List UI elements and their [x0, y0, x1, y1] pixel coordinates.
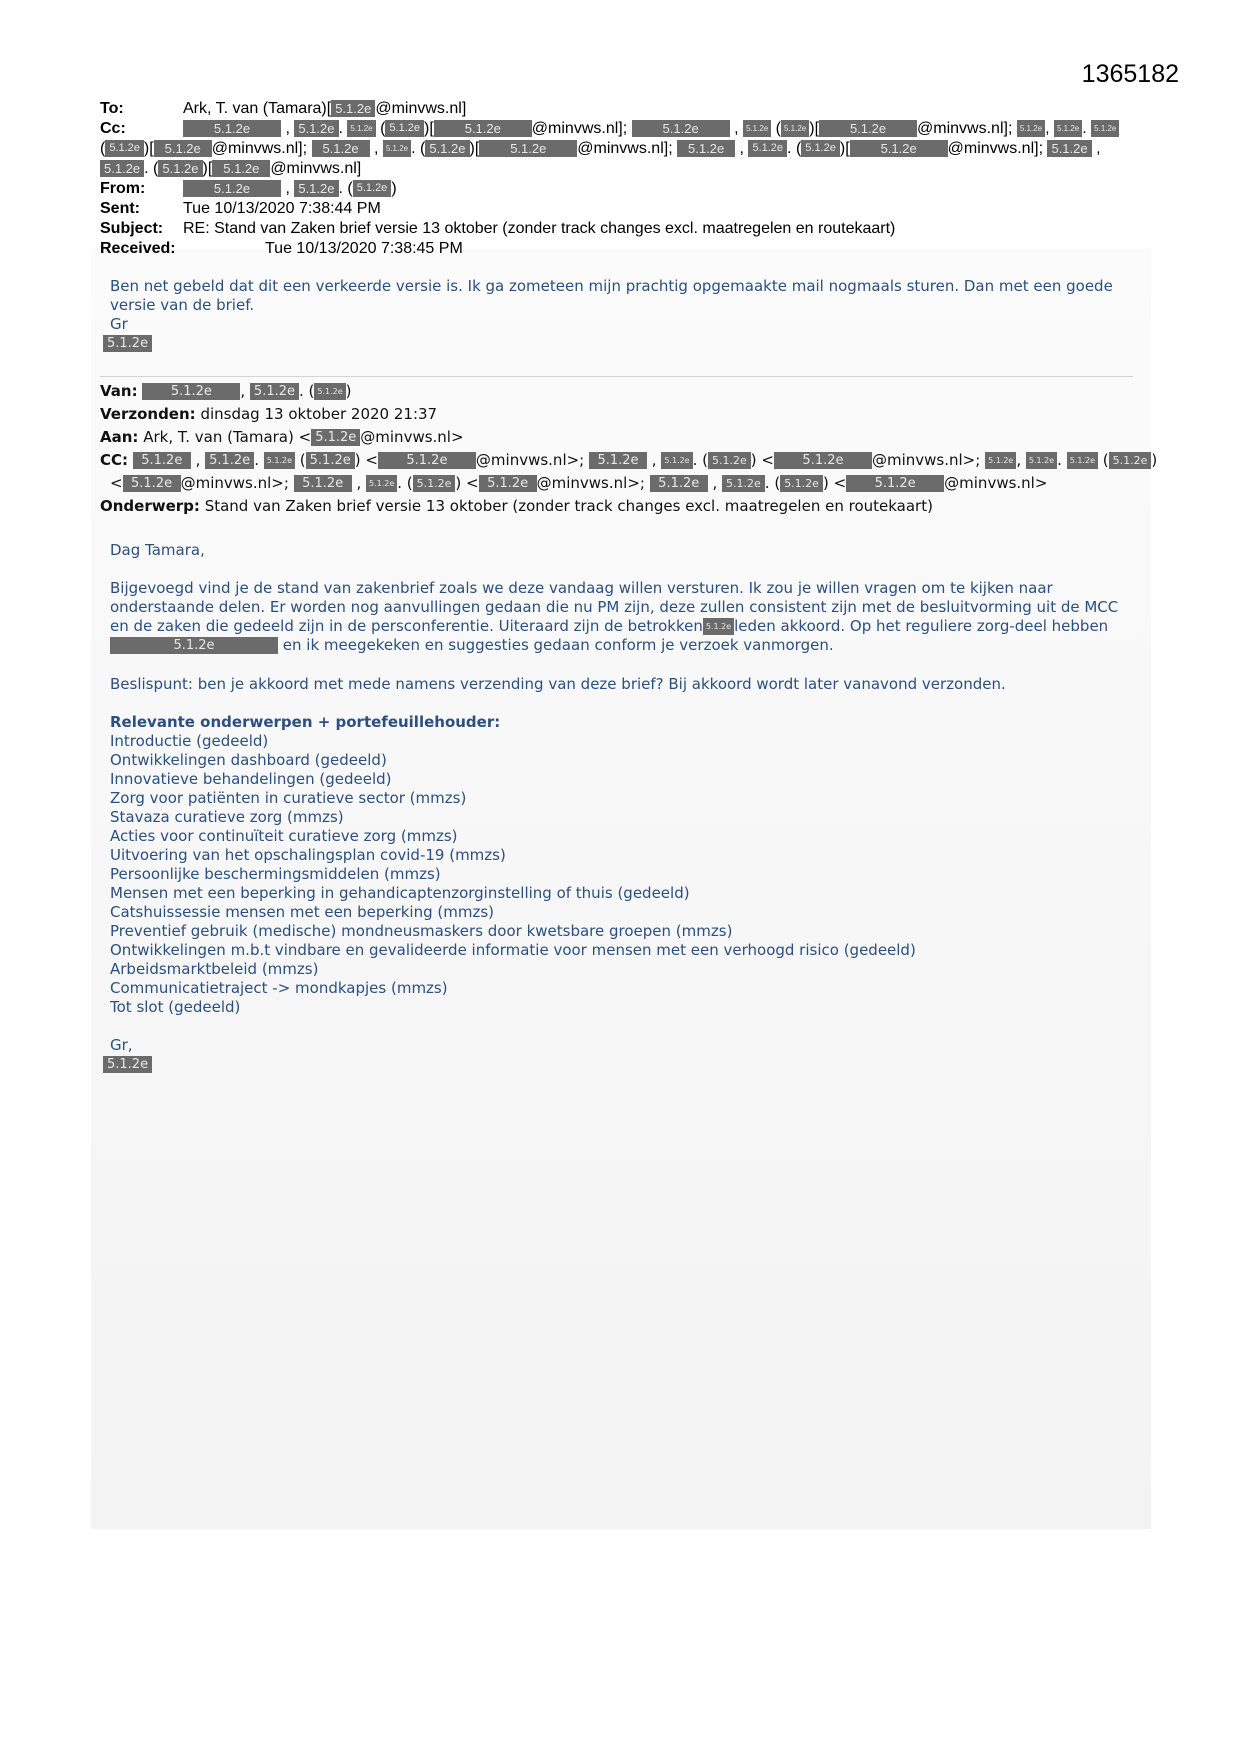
to-row: [100, 99, 1130, 119]
redaction-box: 5.1.2e: [1109, 452, 1152, 469]
redaction-box: 5.1.2e: [703, 618, 734, 635]
from-row: From: 5.1.2e , 5.1.2e . ( 5.1.2e ): [100, 180, 397, 197]
redaction-box: 5.1.2e: [846, 475, 944, 492]
redaction-box: 5.1.2e: [1047, 140, 1091, 157]
redaction-box: 5.1.2e: [479, 475, 537, 492]
redaction-box: 5.1.2e: [1026, 452, 1057, 469]
list-item: Ontwikkelingen dashboard (gedeeld): [110, 751, 387, 769]
cc-orig-label: CC:: [100, 451, 129, 469]
redaction-box: 5.1.2e: [133, 452, 191, 469]
onderwerp-row: [100, 495, 1140, 518]
redaction-box: 5.1.2e: [383, 140, 411, 157]
list-item: Persoonlijke beschermingsmiddelen (mmzs): [110, 865, 441, 883]
redaction-box: 5.1.2e: [413, 475, 456, 492]
redaction-box: 5.1.2e: [205, 452, 254, 469]
cc-orig-row-2: < 5.1.2e @minvws.nl>; 5.1.2e , 5.1.2e . ( 5.1.2e ) < 5.1.2e @minvws.nl>; 5.1.2e , 5.1.2e . ( 5.1.2e ) < 5.1.2e @minvws.nl>: [110, 474, 1048, 492]
redaction-box: 5.1.2e: [294, 180, 338, 197]
redaction-box: 5.1.2e: [985, 452, 1016, 469]
redaction-box: 5.1.2e: [353, 180, 392, 197]
redaction-box: 5.1.2e: [123, 475, 181, 492]
redaction-box: 5.1.2e: [110, 637, 278, 654]
van-row: Van: 5.1.2e , 5.1.2e . ( 5.1.2e ): [100, 382, 352, 400]
to-domain: @minvws.nl]: [375, 100, 467, 117]
redaction-box: 5.1.2e: [801, 140, 840, 157]
list-item: Introductie (gedeeld): [110, 732, 269, 750]
verzonden-value: dinsdag 13 oktober 2020 21:37: [200, 405, 438, 423]
cc-row-2: ( 5.1.2e )[ 5.1.2e @minvws.nl]; 5.1.2e , 5.1.2e . ( 5.1.2e )[ 5.1.2e @minvws.nl]; 5.1.2e , 5.1.2e . ( 5.1.2e )[ 5.1.2e @minvws.nl]; 5.1.2e ,: [100, 140, 1101, 157]
redaction-box: 5.1.2e: [722, 475, 765, 492]
received-label: Received:: [100, 240, 176, 257]
redaction-box: 5.1.2e: [306, 452, 355, 469]
redaction-box: 5.1.2e: [781, 120, 809, 137]
redaction-box: 5.1.2e: [311, 429, 360, 446]
redaction-box: 5.1.2e: [378, 452, 476, 469]
redaction-box: 5.1.2e: [331, 100, 375, 117]
document-number: 1365182: [1081, 60, 1179, 88]
divider: [100, 376, 1133, 377]
list-item: Communicatietraject -> mondkapjes (mmzs): [110, 979, 448, 997]
redaction-box: 5.1.2e: [385, 120, 424, 137]
redaction-box: 5.1.2e: [294, 120, 338, 137]
cc-domain: @minvws.nl];: [947, 140, 1044, 157]
reply-sign: Gr: [110, 315, 128, 333]
redaction-box: 5.1.2e: [142, 383, 240, 400]
redaction-box: 5.1.2e: [103, 1056, 152, 1073]
redaction-box: 5.1.2e: [434, 120, 532, 137]
list-item: Innovatieve behandelingen (gedeeld): [110, 770, 392, 788]
original-header: [100, 380, 1158, 518]
to-value: Ark, T. van (Tamara)[: [183, 100, 332, 117]
redaction-box: 5.1.2e: [774, 452, 872, 469]
onderwerp-label: Onderwerp:: [100, 497, 200, 515]
redaction-box: 5.1.2e: [103, 335, 152, 352]
redaction-box: 5.1.2e: [314, 383, 345, 400]
verzonden-label: Verzonden:: [100, 405, 196, 423]
redaction-box: 5.1.2e: [154, 140, 212, 157]
beslispunt: Beslispunt: ben je akkoord met mede namens verzending van deze brief? Bij akkoord wordt later vanavond verzonden.: [110, 675, 1006, 693]
cc-domain: @minvws.nl];: [577, 140, 673, 157]
reply-body: Ben net gebeld dat dit een verkeerde versie is. Ik ga zometeen mijn prachtig opgemaakte mail nogmaals sturen. Dan met een goede versie van de brief.: [110, 277, 1113, 314]
redaction-box: 5.1.2e: [479, 140, 577, 157]
aan-row: [100, 426, 1140, 449]
redaction-box: 5.1.2e: [250, 383, 299, 400]
cc-label: Cc:: [100, 120, 126, 137]
sent-value: Tue 10/13/2020 7:38:44 PM: [183, 200, 381, 217]
redaction-box: 5.1.2e: [748, 140, 787, 157]
list-item: Mensen met een beperking in gehandicaptenzorginstelling of thuis (gedeeld): [110, 884, 690, 902]
redaction-box: 5.1.2e: [158, 160, 202, 177]
from-label: From:: [100, 180, 146, 197]
redaction-box: 5.1.2e: [1017, 120, 1045, 137]
cc-orig-row: CC: 5.1.2e , 5.1.2e . 5.1.2e ( 5.1.2e ) < 5.1.2e @minvws.nl>; 5.1.2e , 5.1.2e . ( 5.1.2e ) < 5.1.2e @minvws.nl>; 5.1.2e , 5.1.2e . 5.1.2e ( 5.1.2e ): [100, 451, 1158, 469]
redaction-box: 5.1.2e: [743, 120, 771, 137]
redaction-box: 5.1.2e: [780, 475, 823, 492]
redaction-box: 5.1.2e: [212, 160, 270, 177]
redaction-box: 5.1.2e: [312, 140, 370, 157]
list-item: Zorg voor patiënten in curatieve sector (mmzs): [110, 789, 467, 807]
list-item: Preventief gebruik (medische) mondneusmaskers door kwetsbare groepen (mmzs): [110, 922, 733, 940]
redaction-box: 5.1.2e: [1067, 452, 1098, 469]
list-item: Catshuissessie mensen met een beperking (mmzs): [110, 903, 495, 921]
redaction-box: 5.1.2e: [677, 140, 735, 157]
sent-label: Sent:: [100, 200, 140, 217]
redaction-box: 5.1.2e: [347, 120, 375, 137]
sent-row: [100, 199, 1130, 219]
onderwerp-value: Stand van Zaken brief versie 13 oktober (zonder track changes excl. maatregelen en routekaart): [204, 497, 933, 515]
received-row: [100, 239, 1130, 259]
redaction-box: 5.1.2e: [589, 452, 647, 469]
list-item: Uitvoering van het opschalingsplan covid-19 (mmzs): [110, 846, 506, 864]
list-item: Stavaza curatieve zorg (mmzs): [110, 808, 344, 826]
cc-domain: @minvws.nl];: [531, 120, 628, 137]
redaction-box: 5.1.2e: [100, 160, 144, 177]
redaction-box: 5.1.2e: [294, 475, 352, 492]
redaction-box: 5.1.2e: [1091, 120, 1119, 137]
redaction-box: 5.1.2e: [105, 140, 144, 157]
subject-row: [100, 219, 1130, 239]
redaction-box: 5.1.2e: [819, 120, 917, 137]
subject-label: Subject:: [100, 220, 164, 237]
redaction-box: 5.1.2e: [661, 452, 692, 469]
aan-domain: @minvws.nl>: [360, 428, 464, 446]
redaction-box: 5.1.2e: [650, 475, 708, 492]
redaction-box: 5.1.2e: [1054, 120, 1082, 137]
cc-domain: @minvws.nl];: [211, 140, 308, 157]
verzonden-row: [100, 403, 1140, 426]
list-item: Acties voor continuïteit curatieve zorg (mmzs): [110, 827, 458, 845]
redaction-box: 5.1.2e: [183, 180, 281, 197]
list-item: Ontwikkelingen m.b.t vindbare en gevalideerde informatie voor mensen met een verhoogd risico (gedeeld): [110, 941, 916, 959]
aan-value: Ark, T. van (Tamara) <: [143, 428, 312, 446]
redaction-box: 5.1.2e: [425, 140, 469, 157]
redaction-box: 5.1.2e: [708, 452, 751, 469]
aan-label: Aan:: [100, 428, 139, 446]
closing: Gr,: [110, 1036, 133, 1054]
topics-heading: Relevante onderwerpen + portefeuillehouder:: [110, 713, 501, 731]
to-label: To:: [100, 100, 124, 117]
cc-row: [100, 119, 1130, 139]
list-item: Tot slot (gedeeld): [110, 998, 241, 1016]
paragraph-1: Bijgevoegd vind je de stand van zakenbrief zoals we deze vandaag willen versturen. Ik zou je willen vragen om te kijken naar onderstaande delen. Er worden nog aanvullingen gedaan die nu PM zijn, deze zullen consistent zijn met de besluitvorming uit de MCC en de zaken die gedeeld zijn in de persconferentie. Uiteraard zijn de betrokken 5.1.2e leden akkoord. Op het reguliere zorg-deel hebben 5.1.2e en ik meegekeken en suggesties gedaan conform je verzoek vanmorgen.: [110, 579, 1119, 654]
redaction-box: 5.1.2e: [183, 120, 281, 137]
cc-domain: @minvws.nl]: [270, 160, 362, 177]
topics-list: [110, 732, 916, 1017]
redaction-box: 5.1.2e: [366, 475, 397, 492]
received-value: Tue 10/13/2020 7:38:45 PM: [265, 240, 463, 257]
van-label: Van:: [100, 382, 138, 400]
redaction-box: 5.1.2e: [850, 140, 948, 157]
greeting: Dag Tamara,: [110, 541, 205, 559]
subject-value: RE: Stand van Zaken brief versie 13 oktober (zonder track changes excl. maatregelen en routekaart): [183, 220, 896, 237]
cc-domain: @minvws.nl];: [917, 120, 1013, 137]
redaction-box: 5.1.2e: [632, 120, 730, 137]
email-header: [100, 99, 1130, 259]
cc-row-3: 5.1.2e . ( 5.1.2e )[ 5.1.2e @minvws.nl]: [100, 159, 1130, 179]
redaction-box: 5.1.2e: [264, 452, 295, 469]
cc-value: 5.1.2e , 5.1.2e . 5.1.2e ( 5.1.2e )[ 5.1.2e @minvws.nl]; 5.1.2e , 5.1.2e ( 5.1.2e )[ 5.1.2e @minvws.nl]; 5.1.2e , 5.1.2e . 5.1.2e: [183, 119, 1119, 139]
list-item: Arbeidsmarktbeleid (mmzs): [110, 960, 319, 978]
